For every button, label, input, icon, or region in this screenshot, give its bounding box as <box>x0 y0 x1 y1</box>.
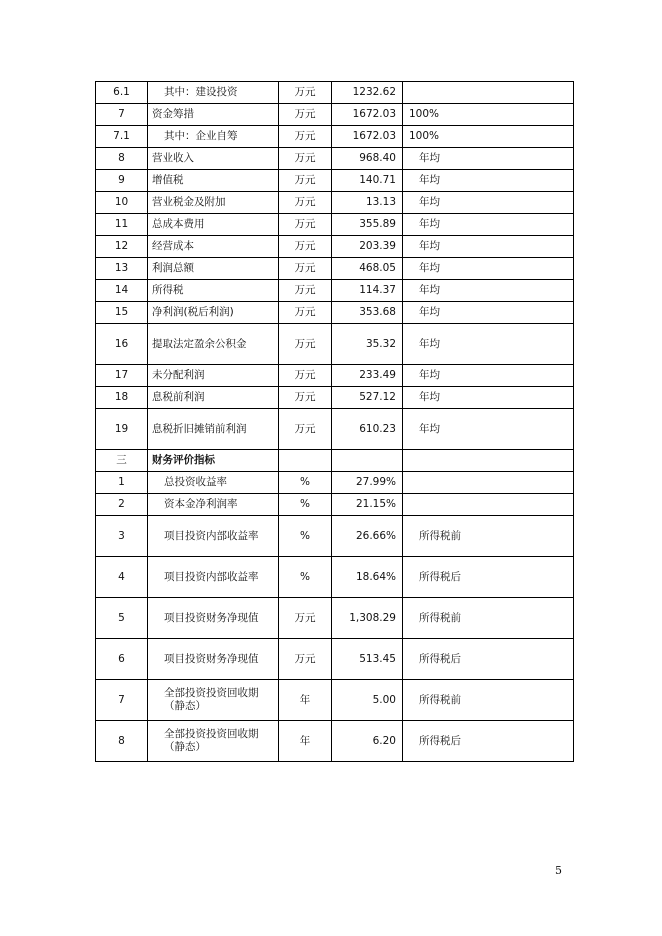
value-cell: 18.64% <box>332 557 403 598</box>
unit-cell: % <box>279 557 332 598</box>
row-number-cell: 12 <box>96 236 148 258</box>
remark-cell: 100% <box>403 104 574 126</box>
table-row <box>96 104 574 126</box>
remark-cell: 100% <box>403 126 574 148</box>
value-cell: 114.37 <box>332 280 403 302</box>
row-number-cell: 9 <box>96 170 148 192</box>
unit-cell: 年 <box>279 721 332 762</box>
item-name-cell: 利润总额 <box>148 258 279 280</box>
row-number-cell: 7 <box>96 680 148 721</box>
table-row <box>96 409 574 450</box>
item-name-cell: 项目投资财务净现值 <box>148 598 279 639</box>
item-name-cell: 资本金净利润率 <box>148 494 279 516</box>
remark-cell <box>403 472 574 494</box>
remark-cell: 所得税前 <box>403 680 574 721</box>
unit-cell: 万元 <box>279 324 332 365</box>
item-name-cell: 营业收入 <box>148 148 279 170</box>
unit-cell: % <box>279 472 332 494</box>
table-row <box>96 516 574 557</box>
table-row <box>96 170 574 192</box>
item-name-cell: 资金筹措 <box>148 104 279 126</box>
row-number-cell: 19 <box>96 409 148 450</box>
unit-cell: 万元 <box>279 365 332 387</box>
value-cell: 355.89 <box>332 214 403 236</box>
item-name-cell: 财务评价指标 <box>148 450 279 472</box>
value-cell: 513.45 <box>332 639 403 680</box>
table-row <box>96 721 574 762</box>
unit-cell: 万元 <box>279 170 332 192</box>
item-name-cell: 项目投资财务净现值 <box>148 639 279 680</box>
value-cell: 13.13 <box>332 192 403 214</box>
row-number-cell: 5 <box>96 598 148 639</box>
table-row <box>96 387 574 409</box>
table-row <box>96 472 574 494</box>
item-name-cell: 营业税金及附加 <box>148 192 279 214</box>
table-row <box>96 639 574 680</box>
item-name-cell: 未分配利润 <box>148 365 279 387</box>
value-cell: 5.00 <box>332 680 403 721</box>
row-number-cell: 13 <box>96 258 148 280</box>
item-name-cell: 总投资收益率 <box>148 472 279 494</box>
row-number-cell: 3 <box>96 516 148 557</box>
unit-cell: 万元 <box>279 214 332 236</box>
unit-cell: 万元 <box>279 409 332 450</box>
table-row <box>96 302 574 324</box>
value-cell: 1672.03 <box>332 104 403 126</box>
row-number-cell: 17 <box>96 365 148 387</box>
row-number-cell: 2 <box>96 494 148 516</box>
row-number-cell: 8 <box>96 721 148 762</box>
row-number-cell: 8 <box>96 148 148 170</box>
item-name-cell: 增值税 <box>148 170 279 192</box>
unit-cell: 万元 <box>279 387 332 409</box>
table-row <box>96 680 574 721</box>
value-cell: 6.20 <box>332 721 403 762</box>
row-number-cell: 18 <box>96 387 148 409</box>
remark-cell: 所得税后 <box>403 639 574 680</box>
value-cell: 21.15% <box>332 494 403 516</box>
value-cell: 968.40 <box>332 148 403 170</box>
table-row <box>96 214 574 236</box>
item-name-cell: 其中：企业自筹 <box>148 126 279 148</box>
unit-cell: 万元 <box>279 598 332 639</box>
unit-cell: 万元 <box>279 302 332 324</box>
table-row <box>96 236 574 258</box>
row-number-cell: 4 <box>96 557 148 598</box>
row-number-cell: 6 <box>96 639 148 680</box>
table-row <box>96 148 574 170</box>
unit-cell: 万元 <box>279 280 332 302</box>
value-cell: 1672.03 <box>332 126 403 148</box>
value-cell: 203.39 <box>332 236 403 258</box>
remark-cell: 年均 <box>403 365 574 387</box>
row-number-cell: 14 <box>96 280 148 302</box>
remark-cell: 年均 <box>403 387 574 409</box>
row-number-cell: 7 <box>96 104 148 126</box>
remark-cell <box>403 450 574 472</box>
item-name-cell: 项目投资内部收益率 <box>148 516 279 557</box>
row-number-cell: 7.1 <box>96 126 148 148</box>
remark-cell: 年均 <box>403 170 574 192</box>
remark-cell: 所得税后 <box>403 557 574 598</box>
table-row <box>96 192 574 214</box>
remark-cell: 年均 <box>403 214 574 236</box>
item-name-cell: 项目投资内部收益率 <box>148 557 279 598</box>
item-name-cell: 息税前利润 <box>148 387 279 409</box>
value-cell: 140.71 <box>332 170 403 192</box>
remark-cell: 年均 <box>403 280 574 302</box>
remark-cell: 年均 <box>403 192 574 214</box>
unit-cell: % <box>279 516 332 557</box>
unit-cell: 年 <box>279 680 332 721</box>
value-cell: 527.12 <box>332 387 403 409</box>
table-body <box>96 82 574 762</box>
row-number-cell: 16 <box>96 324 148 365</box>
section-header-row <box>96 450 574 472</box>
remark-cell <box>403 82 574 104</box>
table-row <box>96 324 574 365</box>
unit-cell <box>279 450 332 472</box>
value-cell: 353.68 <box>332 302 403 324</box>
row-number-cell: 三 <box>96 450 148 472</box>
remark-cell: 年均 <box>403 148 574 170</box>
remark-cell: 年均 <box>403 324 574 365</box>
item-name-cell: 全部投资投资回收期（静态） <box>148 680 279 721</box>
unit-cell: % <box>279 494 332 516</box>
unit-cell: 万元 <box>279 236 332 258</box>
unit-cell: 万元 <box>279 126 332 148</box>
row-number-cell: 15 <box>96 302 148 324</box>
value-cell: 35.32 <box>332 324 403 365</box>
unit-cell: 万元 <box>279 639 332 680</box>
row-number-cell: 11 <box>96 214 148 236</box>
item-name-cell: 经营成本 <box>148 236 279 258</box>
value-cell: 610.23 <box>332 409 403 450</box>
remark-cell: 所得税后 <box>403 721 574 762</box>
value-cell <box>332 450 403 472</box>
item-name-cell: 净利润(税后利润) <box>148 302 279 324</box>
row-number-cell: 1 <box>96 472 148 494</box>
item-name-cell: 提取法定盈余公积金 <box>148 324 279 365</box>
value-cell: 1232.62 <box>332 82 403 104</box>
item-name-cell: 总成本费用 <box>148 214 279 236</box>
remark-cell: 所得税前 <box>403 516 574 557</box>
value-cell: 1,308.29 <box>332 598 403 639</box>
unit-cell: 万元 <box>279 192 332 214</box>
item-name-cell: 其中：建设投资 <box>148 82 279 104</box>
value-cell: 233.49 <box>332 365 403 387</box>
financial-indicator-table <box>95 81 574 762</box>
item-name-cell: 息税折旧摊销前利润 <box>148 409 279 450</box>
table-row <box>96 598 574 639</box>
unit-cell: 万元 <box>279 148 332 170</box>
value-cell: 468.05 <box>332 258 403 280</box>
remark-cell: 年均 <box>403 409 574 450</box>
table-row <box>96 258 574 280</box>
remark-cell: 年均 <box>403 236 574 258</box>
table-row <box>96 126 574 148</box>
row-number-cell: 10 <box>96 192 148 214</box>
value-cell: 26.66% <box>332 516 403 557</box>
table-row <box>96 557 574 598</box>
remark-cell: 年均 <box>403 258 574 280</box>
table-row <box>96 280 574 302</box>
unit-cell: 万元 <box>279 104 332 126</box>
unit-cell: 万元 <box>279 82 332 104</box>
remark-cell <box>403 494 574 516</box>
row-number-cell: 6.1 <box>96 82 148 104</box>
value-cell: 27.99% <box>332 472 403 494</box>
item-name-cell: 全部投资投资回收期（静态） <box>148 721 279 762</box>
unit-cell: 万元 <box>279 258 332 280</box>
table-row <box>96 494 574 516</box>
remark-cell: 年均 <box>403 302 574 324</box>
table-row <box>96 82 574 104</box>
table-row <box>96 365 574 387</box>
remark-cell: 所得税前 <box>403 598 574 639</box>
item-name-cell: 所得税 <box>148 280 279 302</box>
page-number: 5 <box>555 864 562 877</box>
